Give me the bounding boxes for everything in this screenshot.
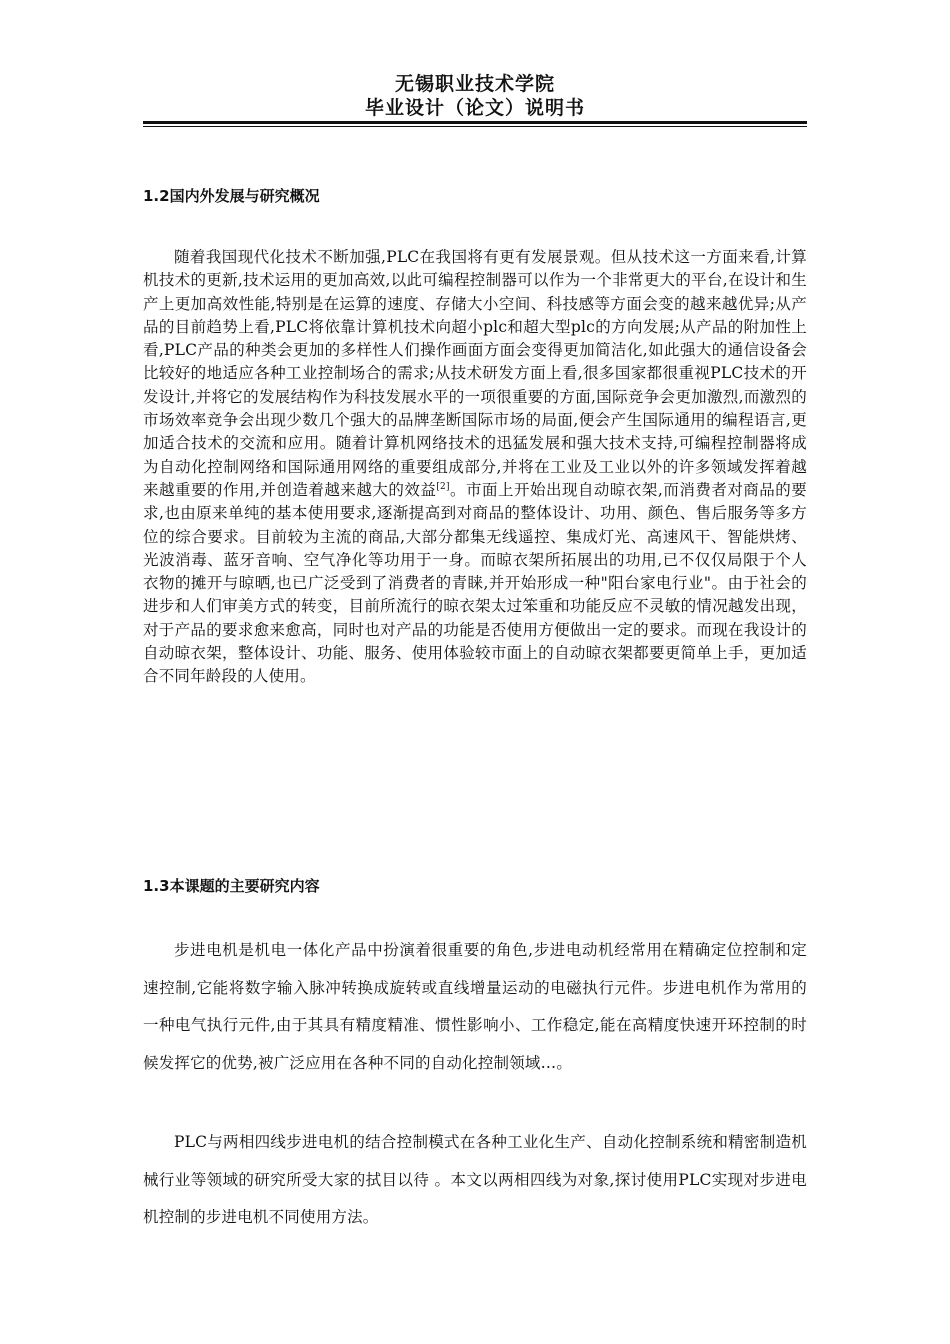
section-heading-1-2: 1.2国内外发展与研究概况 <box>143 187 320 205</box>
citation-reference: [2] <box>436 481 450 492</box>
section-1-3-paragraph-2: PLC与两相四线步进电机的结合控制模式在各种工业化生产、自动化控制系统和精密制造机械行业等领域的研究所受大家的拭目以待 。本文以两相四线为对象,探讨使用PLC实现对步进电机控制的步进电机不同使用方法。 <box>143 1133 807 1226</box>
document-type: 毕业设计（论文）说明书 <box>364 97 585 119</box>
header-rule-thick <box>143 121 807 124</box>
paragraph-text-continued: 。市面上开始出现自动晾衣架,而消费者对商品的要求,也由原来单纯的基本使用要求,逐渐提高到对商品的整体设计、功用、颜色、售后服务等多方位的综合要求。目前较为主流的商品,大部分都集无线遥控、集成灯光、高速风干、智能烘烤、光波消毒、蓝牙音响、空气净化等功用于一身。而晾衣架所拓展出的功用,已不仅仅局限于个人衣物的摊开与晾晒,也已广泛受到了消费者的青睐,并开始形成一种"阳台家电行业"。由于社会的进步和人们审美方式的转变，目前所流行的晾衣架太过笨重和功能反应不灵敏的情况越发出现，对于产品的要求愈来愈高，同时也对产品的功能是否使用方便做出一定的要求。而现在我设计的自动晾衣架，整体设计、功能、服务、使用体验较市面上的自动晾衣架都要更简单上手，更加适合不同年龄段的人使用。 <box>143 480 807 686</box>
institution-name: 无锡职业技术学院 <box>394 73 555 95</box>
section-heading-1-3: 1.3本课题的主要研究内容 <box>143 877 320 895</box>
section-1-3-paragraph-1: 步进电机是机电一体化产品中扮演着很重要的角色,步进电动机经常用在精确定位控制和定速控制,它能将数字输入脉冲转换成旋转或直线增量运动的电磁执行元件。步进电机作为常用的一种电气执行元件,由于其具有精度精准、惯性影响小、工作稳定,能在高精度快速开环控制的时候发挥它的优势,被广泛应用在各种不同的自动化控制领域…。 <box>143 941 807 1072</box>
paragraph-text: 随着我国现代化技术不断加强,PLC在我国将有更有发展景观。但从技术这一方面来看,计算机技术的更新,技术运用的更加高效,以此可编程控制器可以作为一个非常更大的平台,在设计和生产上更加高效性能,特别是在运算的速度、存储大小空间、科技感等方面会变的越来越优异;从产品的目前趋势上看,PLC将依靠计算机技术向超小plc和超大型plc的方向发展;从产品的附加性上看,PLC产品的种类会更加的多样性人们操作画面方面会变得更加简洁化,如此强大的通信设备会比较好的地适应各种工业控制场合的需求;从技术研发方面上看,很多国家都很重视PLC技术的开发设计,并将它的发展结构作为科技发展水平的一项很重要的方面,国际竞争会更加激烈,而激烈的市场效率竞争会出现少数几个强大的品牌垄断国际市场的局面,便会产生国际通用的编程语言,更加适合技术的交流和应用。随着计算机网络技术的迅猛发展和强大技术支持,可编程控制器将成为自动化控制网络和国际通用网络的重要组成部分,并将在工业及工业以外的许多领域发挥着越来越重要的作用,并创造着越来越大的效益 <box>143 248 807 499</box>
section-1-2-paragraph <box>143 246 807 689</box>
page-header <box>143 72 807 120</box>
header-rule-thin <box>143 126 807 127</box>
